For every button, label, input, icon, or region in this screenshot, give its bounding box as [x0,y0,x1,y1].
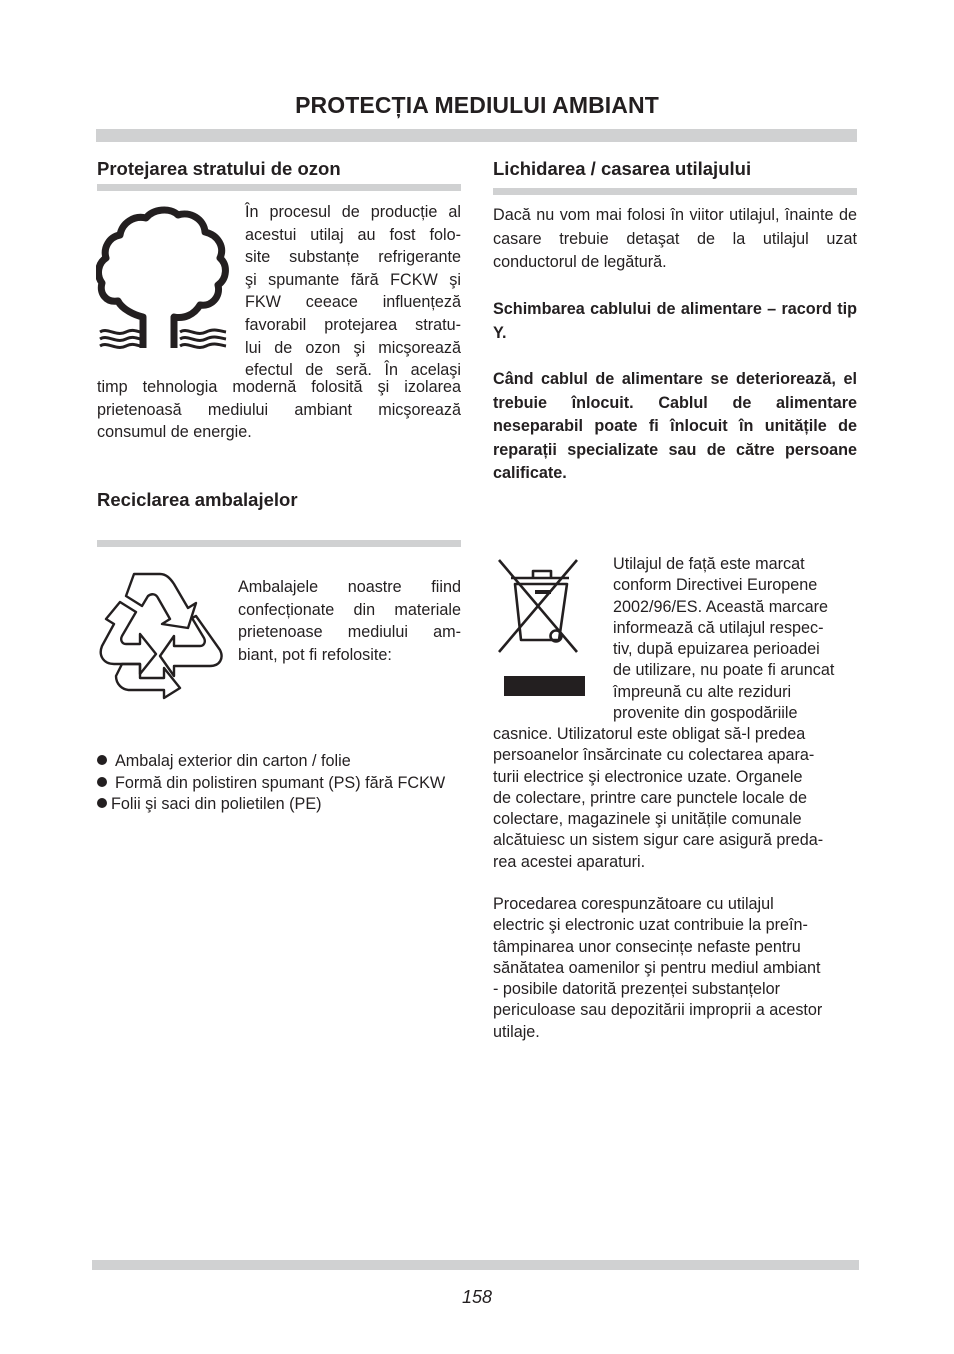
cable-warning: Când cablul de alimentare se deteriorează, el trebuie înlocuit. Cablul de alimentare neseparabil poate fi înlocuit în unitățile de reparații specializate sau de către persoane calificate. [493,370,857,482]
weee-line: periculoase sau depozitării improprii a acestor [493,1001,823,1020]
title-divider [96,129,857,142]
weee-line: de utilizare, nu poate fi aruncat [613,661,835,680]
disposal-heading: Lichidarea / casarea utilajului [493,158,752,179]
weee-line: sănătatea oamenilor şi pentru mediul ambiant [493,958,821,977]
list-item [97,794,461,816]
ozone-line: şi spumante fără FCKW şi [245,270,461,289]
weee-line: persoanelor însărcinate cu colectarea apara- [493,746,815,765]
bullet-text: Ambalaj exterior din carton / folie [115,752,351,770]
weee-text-outro [493,894,861,1043]
weee-line: Procedarea corespunzătoare cu utilajul [493,895,774,913]
weee-line: împreună cu alte reziduri [613,682,792,701]
tree-water-icon [96,205,230,353]
weee-text-wrapped [613,554,861,724]
weee-line: conform Directivei Europene [613,576,818,595]
ozone-text-wrapped [245,201,461,382]
packaging-intro-line: biant, pot fi refolosite: [238,645,392,664]
ozone-line: acestui utilaj au fost folo- [245,225,461,244]
packaging-heading: Reciclarea ambalajelor [97,489,298,510]
ozone-line: efectul de seră. În acelaşi [245,361,461,380]
weee-line: casnice. Utilizatorul este obligat să-l predea [493,725,806,743]
packaging-intro-line: prietenoase mediului am- [238,623,461,641]
weee-line: electric şi electronic uzat contribuie la preîn- [493,916,808,935]
ozone-line: FKW ceeace influențeză [245,293,461,312]
disposal-intro: Dacă nu vom mai folosi în viitor utilajul, înainte de casare trebuie detaşat de la utilajul uzat conductorul de legătură. [493,206,857,271]
weee-line: Utilajul de față este marcat [613,555,805,573]
crossed-bin-icon [493,556,589,700]
cable-title: Schimbarea cablului de alimentare – racord tip Y. [493,300,857,342]
ozone-divider [97,184,461,191]
weee-line: colectare, magazinele şi unitățile comunale [493,810,802,829]
packaging-divider [97,540,461,547]
bullet-icon [97,798,107,808]
list-item [97,751,461,773]
weee-line: tâmpinarea unor consecințe nefaste pentru [493,937,801,956]
bullet-text: Folii şi saci din polietilen (PE) [111,795,322,813]
page-title: PROTECȚIA MEDIULUI AMBIANT [295,92,659,118]
recycle-icon [96,566,226,704]
page-number: 158 [461,1287,493,1307]
bullet-icon [97,755,107,765]
weee-line: rea acestei aparaturi. [493,852,646,871]
weee-line: 2002/96/ES. Această marcare [613,597,829,616]
disposal-divider [493,188,857,195]
weee-line: informează că utilajul respec- [613,618,824,637]
ozone-line: În procesul de producție al [245,203,461,221]
weee-line: alcătuiesc un sistem sigur care asigură preda- [493,831,824,850]
bullet-icon [97,777,107,787]
weee-line: turii electrice şi electronice uzate. Organele [493,767,803,786]
weee-text-full [493,724,861,873]
ozone-heading: Protejarea stratului de ozon [97,158,341,179]
packaging-intro-line: Ambalajele noastre fiind [238,578,461,596]
list-item [97,773,461,795]
weee-line: tiv, după epuizarea perioadei [613,640,820,659]
ozone-line: lui de ozon şi micşorează [245,338,461,357]
footer-divider [92,1260,859,1270]
weee-line: - posibile datorită prezenței substanțelor [493,980,781,999]
ozone-line: site substanțe refrigerante [245,248,461,267]
packaging-intro-line: confecționate din materiale [238,600,461,619]
weee-line: utilaje. [493,1022,540,1041]
weee-line: de colectare, printre care punctele locale de [493,788,808,807]
ozone-line: favorabil protejarea stratu- [245,315,461,334]
weee-line: provenite din gospodăriile [613,704,798,723]
ozone-text-continuation: timp tehnologia modernă folosită şi izolarea prietenoasă mediului ambiant micşorează consumul de energie. [97,378,461,442]
packaging-intro [238,576,461,666]
bullet-text: Formă din polistiren spumant (PS) fără FCKW [115,773,446,792]
packaging-bullet-list [97,751,461,816]
